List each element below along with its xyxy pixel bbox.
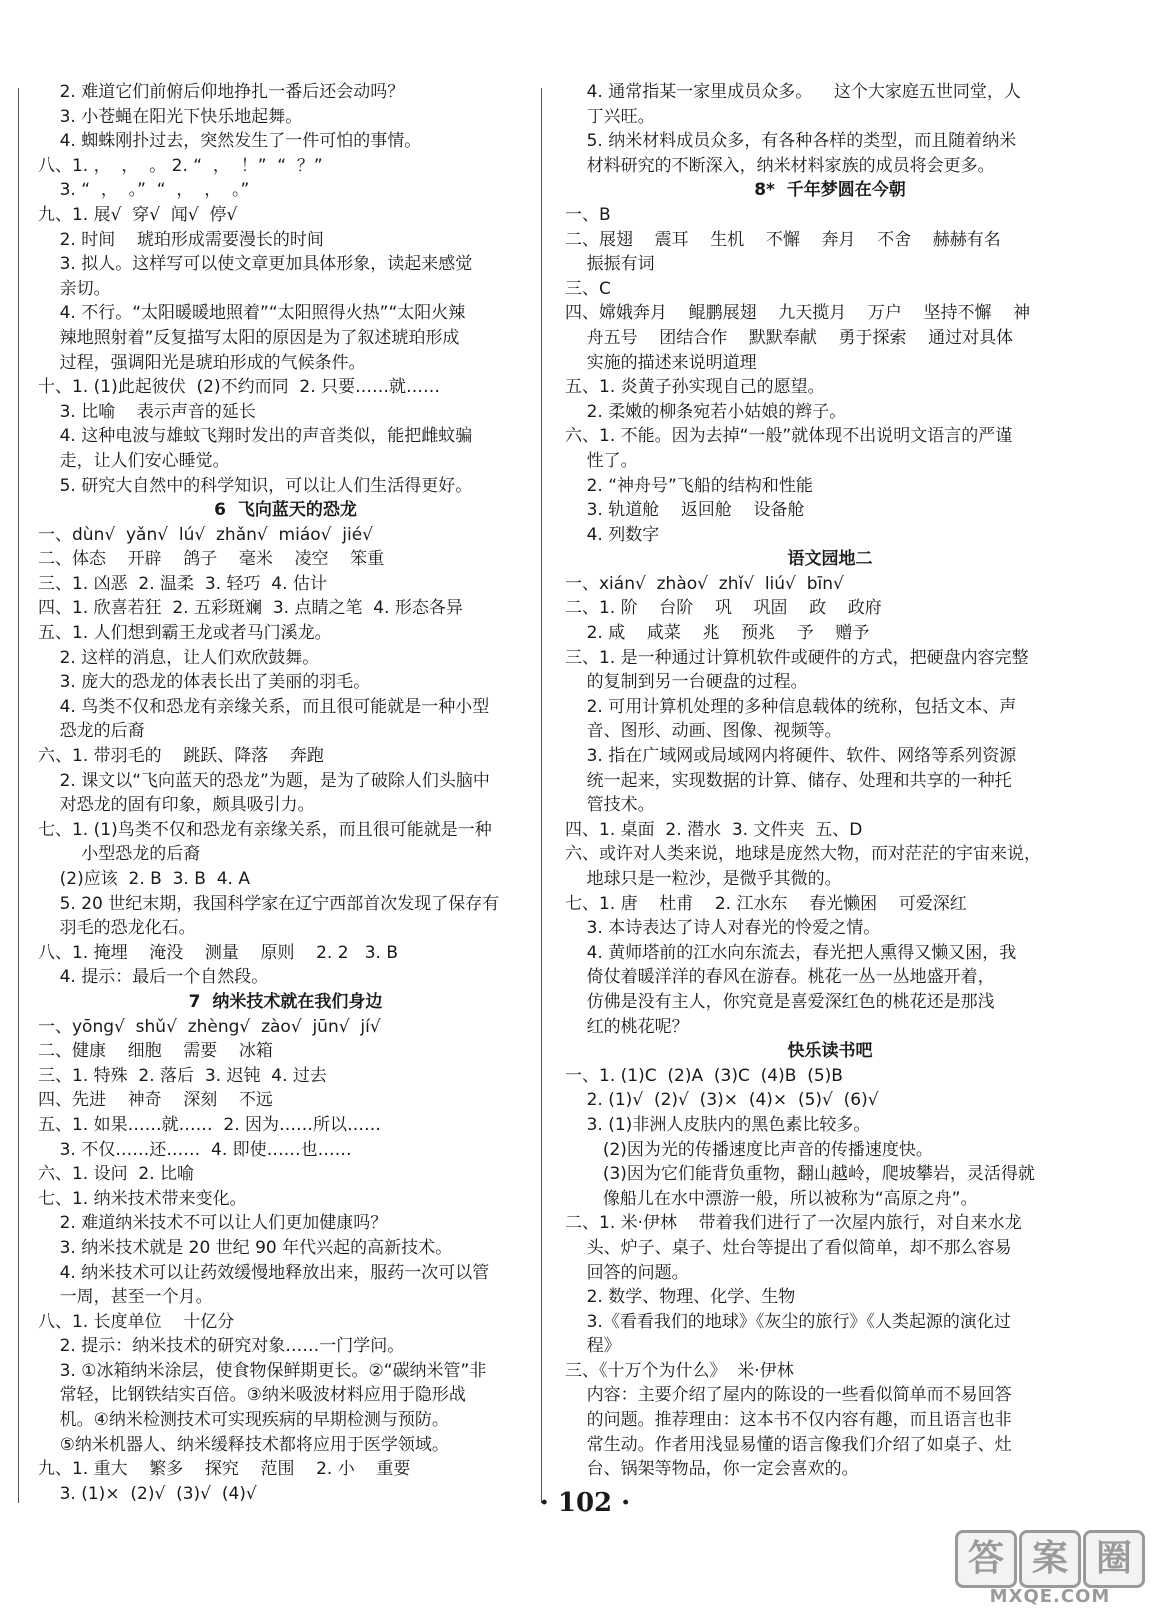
answer-line: 一周，甚至一个月。 [38, 1287, 213, 1308]
answer-line: 内容：主要介绍了屋内的陈设的一些看似简单而不易回答 [565, 1385, 1012, 1406]
answer-line: 4. 鸟类不仅和恐龙有亲缘关系，而且很可能就是一种小型 [38, 696, 490, 717]
section-heading: 快乐读书吧 [787, 1041, 873, 1062]
section-heading: 6 飞向蓝天的恐龙 [214, 500, 357, 521]
left-margin-rule [18, 88, 19, 1503]
section-heading: 8* 千年梦圆在今朝 [754, 180, 906, 201]
answer-line: 五、1. 炎黄子孙实现自己的愿望。 [565, 377, 825, 398]
answer-line: 二、1. 阶 台阶 巩 巩固 政 政府 [565, 598, 882, 619]
watermark-logo [955, 1530, 1145, 1608]
answer-line: 3. 本诗表达了诗人对春光的怜爱之情。 [565, 918, 881, 939]
answer-line: 4. 不行。“太阳暖暖地照着”“太阳照得火热”“太阳火辣 [38, 303, 466, 324]
answer-line: 5. 20 世纪末期，我国科学家在辽宁西部首次发现了保存有 [38, 893, 500, 914]
watermark-char: 案 [1019, 1530, 1081, 1588]
answer-line: 3. ①冰箱纳米涂层，使食物保鲜期更长。②“碳纳米管”非 [38, 1360, 487, 1381]
answer-line: 六、1. 带羽毛的 跳跃、降落 奔跑 [38, 746, 324, 767]
answer-line: 五、1. 如果……就…… 2. 因为……所以…… [38, 1114, 382, 1135]
answer-line: 2. 难道它们前俯后仰地挣扎一番后还会动吗？ [38, 82, 405, 102]
answer-line: 像船儿在水中漂游一般，所以被称为“高原之舟”。 [565, 1188, 978, 1209]
answer-line: 七、1. 纳米技术带来变化。 [38, 1188, 247, 1209]
answer-line: 头、炉子、桌子、灶台等提出了看似简单，却不那么容易 [565, 1237, 1012, 1258]
answer-line: 三、1. 是一种通过计算机软件或硬件的方式，把硬盘内容完整 [565, 647, 1029, 668]
answer-line: 实施的描述来说明道理 [565, 352, 757, 373]
answer-line: 振振有词 [565, 254, 655, 275]
section-heading: 语文园地二 [787, 549, 873, 570]
section-heading: 7 纳米技术就在我们身边 [188, 991, 383, 1012]
answer-line: 四、1. 桌面 2. 潜水 3. 文件夹 五、D [565, 819, 863, 840]
answer-line: 七、1. (1)鸟类不仅和恐龙有亲缘关系，而且很可能就是一种 [38, 819, 492, 840]
answer-line: 五、1. 人们想到霸王龙或者马门溪龙。 [38, 623, 332, 644]
answer-line: 辣地照射着”反复描写太阳的原因是为了叙述琥珀形成 [38, 327, 460, 348]
answer-line: 4. 黄师塔前的江水向东流去，春光把人熏得又懒又困，我 [565, 942, 1017, 963]
watermark-char: 答 [955, 1530, 1017, 1588]
answer-line: 2. “神舟号”飞船的结构和性能 [565, 475, 813, 496]
answer-line: 2. 难道纳米技术不可以让人们更加健康吗？ [38, 1213, 388, 1234]
answer-line: 3. 纳米技术就是 20 世纪 90 年代兴起的高新技术。 [38, 1237, 453, 1258]
page-number: · 102 · [539, 1488, 631, 1518]
answer-line: 四、先进 神奇 深刻 不远 [38, 1090, 273, 1111]
answer-line: 一、yōng√ shǔ√ zhèng√ zào√ jūn√ jí√ [38, 1016, 381, 1037]
answer-line: 2. 这样的消息，让人们欢欣鼓舞。 [38, 647, 320, 668]
answer-line: 红的桃花呢？ [565, 1016, 689, 1037]
answer-line: 二、1. 米·伊林 带着我们进行了一次屋内旅行，对自来水龙 [565, 1213, 1022, 1234]
answer-line: (3)因为它们能背负重物，翻山越岭，爬坡攀岩，灵活得就 [565, 1164, 1035, 1185]
answer-line: 统一起来，实现数据的计算、储存、处理和共享的一种托 [565, 770, 1012, 791]
answer-line: 倚仗着暖洋洋的春风在游春。桃花一丛一丛地盛开着， [565, 967, 995, 988]
answer-line: 2. 课文以“飞向蓝天的恐龙”为题，是为了破除人们头脑中 [38, 770, 490, 791]
answer-line: 三、1. 特殊 2. 落后 3. 迟钝 4. 过去 [38, 1065, 327, 1086]
answer-line: 常轻，比钢铁结实百倍。③纳米吸波材料应用于隐形战 [38, 1385, 466, 1406]
answer-line: 3. (1)非洲人皮肤内的黑色素比较多。 [565, 1114, 871, 1135]
answer-line: 3. (1)× (2)√ (3)√ (4)√ [38, 1483, 257, 1504]
answer-line: 4. 纳米技术可以让药效缓慢地释放出来，服药一次可以管 [38, 1262, 490, 1283]
answer-line: 恐龙的后裔 [38, 721, 145, 742]
answer-line: 4. 蜘蛛刚扑过去，突然发生了一件可怕的事情。 [38, 131, 422, 152]
answer-line: 三、C [565, 278, 611, 299]
answer-line: 3. 比喻 表示声音的延长 [38, 401, 256, 422]
right-column [565, 80, 1095, 1482]
answer-line: 3. 庞大的恐龙的体表长出了美丽的羽毛。 [38, 672, 371, 693]
answer-line: 六、1. 不能。因为去掉“一般”就体现不出说明文语言的严谨 [565, 426, 1013, 447]
answer-line: 机。④纳米检测技术可实现疾病的早期检测与预防。 [38, 1410, 449, 1431]
answer-line: 八、1. ， ， 。 2. “ ， ！” “ ？” [38, 155, 323, 176]
answer-line: 4. 通常指某一家里成员众多。 这个大家庭五世同堂，人 [565, 82, 1021, 102]
answer-line: 亲切。 [38, 278, 111, 299]
answer-line: 的复制到另一台硬盘的过程。 [565, 672, 808, 693]
answer-line: 二、展翅 震耳 生机 不懈 奔月 不舍 赫赫有名 [565, 229, 1001, 250]
answer-line: 性了。 [565, 450, 638, 471]
answer-line: 音、图形、动画、图像、视频等。 [565, 721, 842, 742]
answer-line: (2)应该 2. B 3. B 4. A [38, 869, 250, 889]
answer-line: 过程，强调阳光是琥珀形成的气候条件。 [38, 352, 366, 373]
answer-line: 一、1. (1)C (2)A (3)C (4)B (5)B [565, 1065, 843, 1086]
answer-line: 管技术。 [565, 795, 655, 816]
answer-line: 四、嫦娥奔月 鲲鹏展翅 九天揽月 万户 坚持不懈 神 [565, 303, 1031, 324]
answer-line: 3. 指在广域网或局域网内将硬件、软件、网络等系列资源 [565, 746, 1017, 767]
answer-line: 舟五号 团结合作 默默奉献 勇于探索 通过对具体 [565, 327, 1014, 348]
answer-line: 程》 [565, 1336, 621, 1357]
answer-line: 2. 咸 咸菜 兆 预兆 予 赠予 [565, 623, 870, 644]
answer-line: 走，让人们安心睡觉。 [38, 450, 230, 471]
watermark-char: 圈 [1083, 1530, 1145, 1588]
answer-line: 回答的问题。 [565, 1262, 689, 1283]
answer-line: 九、1. 展√ 穿√ 闻√ 停√ [38, 204, 238, 225]
answer-line: 小型恐龙的后裔 [38, 844, 201, 865]
answer-line: 5. 纳米材料成员众多，有各种各样的类型，而且随着纳米 [565, 131, 1017, 152]
answer-line: 5. 研究大自然中的科学知识，可以让人们生活得更好。 [38, 475, 473, 496]
answer-line: 3.《看看我们的地球》《灰尘的旅行》《人类起源的演化过 [565, 1311, 1011, 1332]
answer-line: 二、体态 开辟 鸽子 毫米 凌空 笨重 [38, 549, 385, 570]
answer-line: 3. 不仅……还…… 4. 即使……也…… [38, 1139, 352, 1160]
answer-line: 常生动。作者用浅显易懂的语言像我们介绍了如桌子、灶 [565, 1434, 1012, 1455]
answer-line: 2. 数学、物理、化学、生物 [565, 1287, 796, 1308]
answer-line: 2. 可用计算机处理的多种信息载体的统称，包括文本、声 [565, 696, 1017, 717]
answer-line: 对恐龙的固有印象，颇具吸引力。 [38, 795, 315, 816]
answer-line: 一、xián√ zhào√ zhǐ√ liú√ bīn√ [565, 573, 844, 594]
answer-line: 三、1. 凶恶 2. 温柔 3. 轻巧 4. 估计 [38, 573, 327, 594]
answer-line: 的问题。推荐理由：这本书不仅内容有趣，而且语言也非 [565, 1410, 1012, 1431]
answer-line: (2)因为光的传播速度比声音的传播速度快。 [565, 1139, 933, 1160]
answer-line: 4. 提示：最后一个自然段。 [38, 967, 269, 988]
answer-line: 仿佛是没有主人，你究竟是喜爱深红色的桃花还是那浅 [565, 991, 995, 1012]
answer-line: ⑤纳米机器人、纳米缓释技术都将应用于医学领域。 [38, 1434, 449, 1455]
answer-line: 一、dùn√ yǎn√ lú√ zhǎn√ miáo√ jié√ [38, 524, 374, 545]
answer-line: 六、1. 设问 2. 比喻 [38, 1164, 195, 1185]
answer-line: 十、1. (1)此起彼伏 (2)不约而同 2. 只要……就…… [38, 377, 441, 398]
answer-line: 八、1. 长度单位 十亿分 [38, 1311, 235, 1332]
answer-line: 丁兴旺。 [565, 106, 655, 127]
answer-line: 七、1. 唐 杜甫 2. 江水东 春光懒困 可爱深红 [565, 893, 967, 914]
answer-line: 台、锅架等物品，你一定会喜欢的。 [565, 1459, 859, 1480]
answer-line: 3. “ ， 。” “ ， ， 。” [38, 180, 250, 201]
answer-line: 4. 列数字 [565, 524, 660, 545]
column-divider [541, 88, 542, 1503]
answer-line: 八、1. 掩埋 淹没 测量 原则 2. 2 3. B [38, 942, 399, 963]
answer-line: 九、1. 重大 繁多 探究 范围 2. 小 重要 [38, 1459, 411, 1480]
answer-line: 六、或许对人类来说，地球是庞然大物，而对茫茫的宇宙来说， [565, 844, 1041, 865]
answer-line: 2. 时间 琥珀形成需要漫长的时间 [38, 229, 324, 250]
answer-line: 2. (1)√ (2)√ (3)× (4)× (5)√ (6)√ [565, 1090, 879, 1111]
answer-line: 四、1. 欣喜若狂 2. 五彩斑斓 3. 点睛之笔 4. 形态各异 [38, 598, 463, 619]
answer-line: 一、B [565, 204, 611, 225]
answer-line: 3. 拟人。这样写可以使文章更加具体形象，读起来感觉 [38, 254, 473, 275]
answer-line: 2. 提示：纳米技术的研究对象……一门学问。 [38, 1336, 405, 1357]
answer-line: 三、《十万个为什么》 米·伊林 [565, 1360, 794, 1381]
answer-line: 地球只是一粒沙，是微乎其微的。 [565, 869, 842, 889]
answer-line: 二、健康 细胞 需要 冰箱 [38, 1041, 273, 1062]
answer-line: 材料研究的不断深入，纳米材料家族的成员将会更多。 [565, 155, 995, 176]
answer-line: 4. 这种电波与雄蚊飞翔时发出的声音类似，能把雌蚊骗 [38, 426, 473, 447]
answer-line: 2. 柔嫩的柳条宛若小姑娘的辫子。 [565, 401, 847, 422]
answer-line: 羽毛的恐龙化石。 [38, 918, 196, 939]
watermark-url: MXQE.COM [989, 1586, 1111, 1607]
answer-line: 3. 轨道舱 返回舱 设备舱 [565, 500, 805, 521]
answer-line: 3. 小苍蝇在阳光下快乐地起舞。 [38, 106, 303, 127]
left-column [38, 80, 533, 1506]
